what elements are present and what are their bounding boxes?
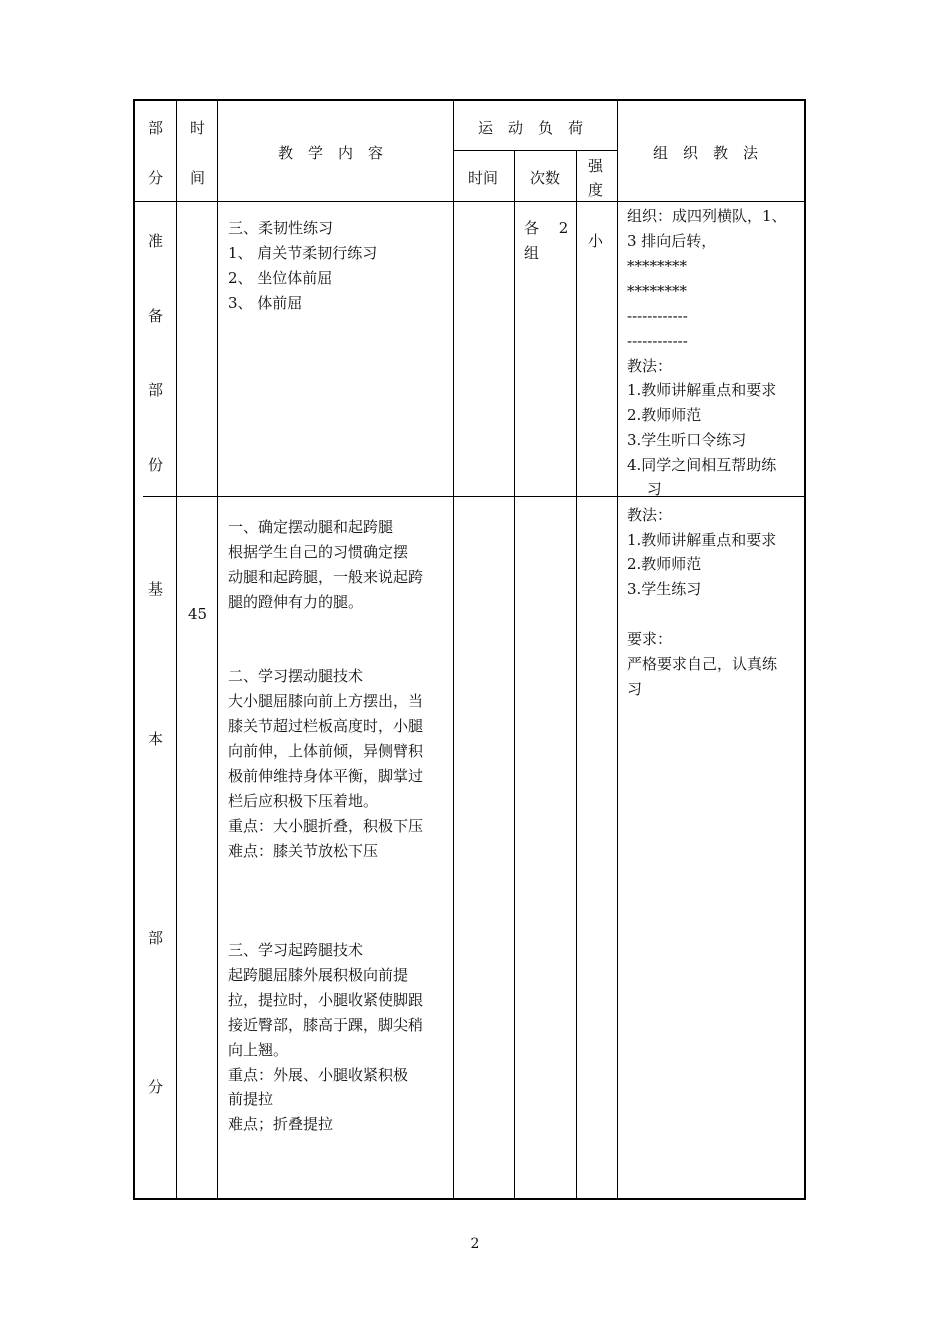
basic-content-line: 三、学习起跨腿技术	[228, 941, 364, 959]
prep-method-line: ------------	[627, 332, 688, 350]
col-line-5	[576, 150, 577, 1199]
prep-method-line: 3 排向后转，	[627, 232, 717, 250]
basic-part-char-1: 基	[148, 580, 164, 598]
basic-content-line: 难点：膝关节放松下压	[228, 842, 379, 860]
prep-method-line: 1.教师讲解重点和要求	[627, 381, 777, 399]
basic-method-line: 2.教师师范	[627, 555, 702, 573]
table-bottom-border	[133, 1198, 806, 1200]
basic-content-line: 极前伸维持身体平衡，脚掌过	[228, 767, 424, 785]
prep-method-line: 习	[627, 480, 662, 498]
basic-method-line: 要求：	[627, 630, 673, 648]
basic-content-line: 根据学生自己的习惯确定摆	[228, 543, 409, 561]
basic-method-line: 严格要求自己，认真练	[627, 655, 778, 673]
prep-method-line: ********	[627, 282, 687, 300]
basic-time: 45	[188, 605, 208, 623]
basic-part-char-4: 分	[148, 1078, 164, 1096]
basic-method-line: 3.学生练习	[627, 580, 702, 598]
header-jian: 间	[190, 169, 206, 187]
prep-intensity: 小	[588, 232, 604, 250]
basic-content-line: 膝关节超过栏板高度时，小腿	[228, 717, 424, 735]
header-bottom-line	[133, 201, 806, 202]
prep-part-char-4: 份	[148, 456, 164, 474]
basic-content-line: 栏后应积极下压着地。	[228, 792, 379, 810]
basic-content-line: 大小腿屈膝向前上方摆出，当	[228, 692, 424, 710]
header-method: 组 织 教 法	[653, 144, 759, 162]
prep-count-line-1: 各 2	[524, 219, 569, 237]
basic-content-line: 接近臀部，膝高于踝，脚尖稍	[228, 1016, 424, 1034]
basic-method-line: 1.教师讲解重点和要求	[627, 531, 777, 549]
table-top-border	[133, 99, 806, 101]
basic-content-line: 拉，提拉时，小腿收紧使脚跟	[228, 991, 424, 1009]
prep-method-line: 组织：成四列横队，1、	[627, 207, 787, 225]
prep-method-line: 4.同学之间相互帮助练	[627, 456, 777, 474]
basic-method-line: 习	[627, 680, 643, 698]
prep-bottom-line	[143, 496, 806, 497]
basic-content-line: 二、学习摆动腿技术	[228, 667, 364, 685]
basic-content-line: 腿的蹬伸有力的腿。	[228, 593, 364, 611]
table-right-border	[804, 99, 806, 1200]
load-subheader-line	[453, 150, 617, 151]
basic-content-line: 一、确定摆动腿和起跨腿	[228, 518, 394, 536]
prep-method-line: ********	[627, 257, 687, 275]
prep-content-line: 3、 体前屈	[228, 294, 303, 312]
prep-part-char-2: 备	[148, 307, 164, 325]
prep-count-line-2: 组	[524, 244, 540, 262]
basic-content-line: 向前伸，上体前倾，异侧臂积	[228, 742, 424, 760]
basic-part-char-2: 本	[148, 730, 164, 748]
header-load-time: 时间	[468, 169, 499, 187]
col-line-6	[617, 99, 618, 1199]
basic-part-char-3: 部	[148, 929, 164, 947]
header-fen: 分	[148, 169, 164, 187]
basic-content-line: 重点：大小腿折叠，积极下压	[228, 817, 424, 835]
basic-content-line: 动腿和起跨腿，一般来说起跨	[228, 568, 424, 586]
prep-part-char-3: 部	[148, 381, 164, 399]
header-load-intensity-2: 度	[588, 181, 604, 199]
header-shi: 时	[190, 119, 206, 137]
basic-content-line: 向上翘。	[228, 1041, 289, 1059]
header-load: 运 动 负 荷	[478, 119, 584, 137]
prep-method-line: ------------	[627, 307, 688, 325]
header-load-intensity-1: 强	[588, 157, 604, 175]
prep-content-line: 三、柔韧性练习	[228, 219, 334, 237]
page-number: 2	[470, 1236, 480, 1252]
col-line-4	[514, 150, 515, 1199]
prep-method-line: 2.教师师范	[627, 406, 702, 424]
prep-content-line: 2、 坐位体前屈	[228, 269, 333, 287]
prep-method-line: 教法：	[627, 357, 673, 375]
basic-content-line: 起跨腿屈膝外展积极向前提	[228, 966, 409, 984]
header-content: 教 学 内 容	[278, 144, 384, 162]
basic-content-line: 重点：外展、小腿收紧积极	[228, 1066, 409, 1084]
col-line-2	[217, 99, 218, 1199]
prep-part-char-1: 准	[148, 232, 164, 250]
prep-method-line: 3.学生听口令练习	[627, 431, 747, 449]
col-line-1	[176, 99, 177, 1199]
basic-method-line: 教法：	[627, 506, 673, 524]
prep-content-line: 1、 肩关节柔韧行练习	[228, 244, 378, 262]
basic-content-line: 前提拉	[228, 1090, 274, 1108]
table-left-border	[133, 99, 135, 1200]
col-line-3	[453, 99, 454, 1199]
basic-content-line: 难点；折叠提拉	[228, 1115, 334, 1133]
header-bu: 部	[148, 119, 164, 137]
header-load-count: 次数	[530, 169, 561, 187]
